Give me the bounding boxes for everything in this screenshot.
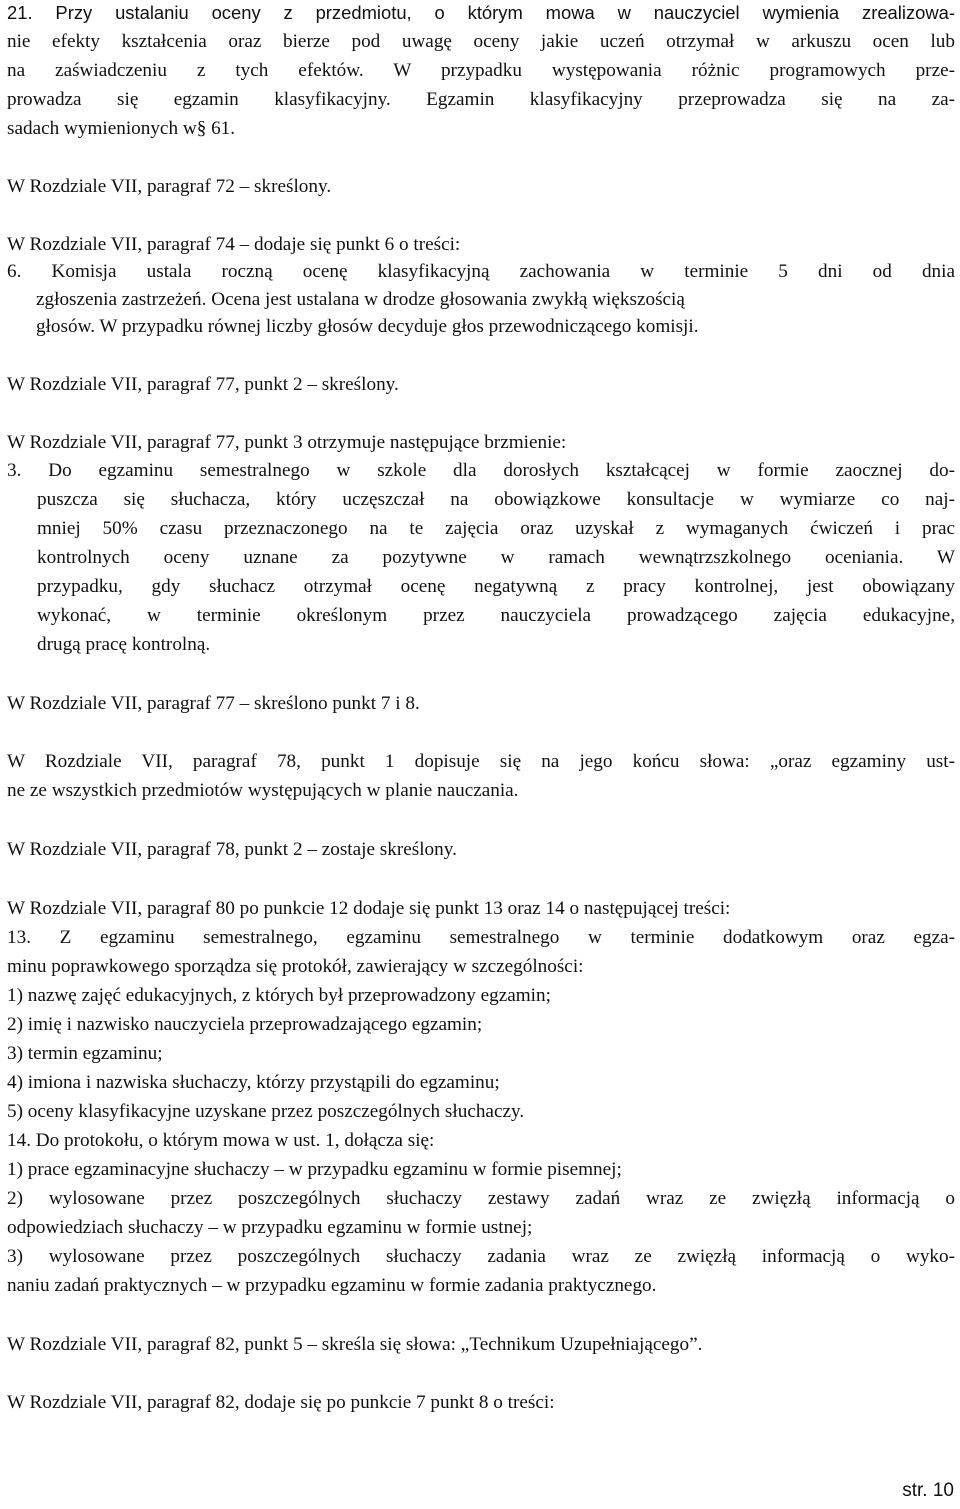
text-line: kontrolnych oceny uznane za pozytywne w ramach wewnątrzszkolnego oceniania. W xyxy=(37,547,955,568)
text-line: 3) termin egzaminu; xyxy=(7,1043,163,1064)
text-line: odpowiedziach słuchaczy – w przypadku egzaminu w formie ustnej; xyxy=(7,1217,533,1238)
text-line: W Rozdziale VII, paragraf 82, punkt 5 – skreśla się słowa: „Technikum Uzupełniającego”. xyxy=(7,1334,703,1355)
text-line: naniu zadań praktycznych – w przypadku egzaminu w formie zadania praktycznego. xyxy=(7,1275,657,1296)
text-line: W Rozdziale VII, paragraf 77 – skreślono punkt 7 i 8. xyxy=(7,693,420,714)
text-line: W Rozdziale VII, paragraf 77, punkt 3 otrzymuje następujące brzmienie: xyxy=(7,432,567,453)
text-line: 2) imię i nazwisko nauczyciela przeprowadzającego egzamin; xyxy=(7,1014,483,1035)
text-line: 1) prace egzaminacyjne słuchaczy – w przypadku egzaminu w formie pisemnej; xyxy=(7,1159,622,1180)
text-line: na zaświadczeniu z tych efektów. W przypadku występowania różnic programowych prze- xyxy=(7,60,955,81)
text-line: W Rozdziale VII, paragraf 78, punkt 2 – zostaje skreślony. xyxy=(7,839,457,860)
text-line: zgłoszenia zastrzeżeń. Ocena jest ustalana w drodze głosowania zwykłą większością xyxy=(36,289,685,310)
text-line: 21. Przy ustalaniu oceny z przedmiotu, o którym mowa w nauczyciel wymienia zrealizowa- xyxy=(7,2,955,23)
text-line: 5) oceny klasyfikacyjne uzyskane przez poszczególnych słuchaczy. xyxy=(7,1101,525,1122)
text-line: 13. Z egzaminu semestralnego, egzaminu semestralnego w terminie dodatkowym oraz egza- xyxy=(7,927,955,948)
text-line: 14. Do protokołu, o którym mowa w ust. 1, dołącza się: xyxy=(7,1130,435,1151)
text-line: nie efekty kształcenia oraz bierze pod uwagę oceny jakie uczeń otrzymał w arkuszu ocen lub xyxy=(7,31,955,52)
text-line: przypadku, gdy słuchacz otrzymał ocenę negatywną z pracy kontrolnej, jest obowiązany xyxy=(37,576,955,597)
text-line: 4) imiona i nazwiska słuchaczy, którzy przystąpili do egzaminu; xyxy=(7,1072,500,1093)
text-line: W Rozdziale VII, paragraf 78, punkt 1 dopisuje się na jego końcu słowa: „oraz egzaminy ust- xyxy=(7,751,955,772)
text-line: W Rozdziale VII, paragraf 74 – dodaje się punkt 6 o treści: xyxy=(7,234,461,255)
text-line: głosów. W przypadku równej liczby głosów decyduje głos przewodniczącego komisji. xyxy=(36,316,699,337)
text-line: minu poprawkowego sporządza się protokół, zawierający w szczególności: xyxy=(7,956,584,977)
text-line: 6. Komisja ustala roczną ocenę klasyfikacyjną zachowania w terminie 5 dni od dnia xyxy=(7,261,955,282)
text-line: mniej 50% czasu przeznaczonego na te zajęcia oraz uzyskał z wymaganych ćwiczeń i prac xyxy=(37,518,955,539)
text-line: 1) nazwę zajęć edukacyjnych, z których był przeprowadzony egzamin; xyxy=(7,985,551,1006)
page-number: str. 10 xyxy=(902,1480,954,1501)
text-line: ne ze wszystkich przedmiotów występujących w planie nauczania. xyxy=(7,780,519,801)
text-line: sadach wymienionych w§ 61. xyxy=(7,118,236,139)
text-line: W Rozdziale VII, paragraf 77, punkt 2 – skreślony. xyxy=(7,374,399,395)
text-line: 2) wylosowane przez poszczególnych słuchaczy zestawy zadań wraz ze zwięzłą informacją o xyxy=(7,1188,955,1209)
text-line: puszcza się słuchacza, który uczęszczał na obowiązkowe konsultacje w wymiarze co naj- xyxy=(37,489,955,510)
text-line: W Rozdziale VII, paragraf 80 po punkcie 12 dodaje się punkt 13 oraz 14 o następującej treści: xyxy=(7,898,731,919)
text-line: 3. Do egzaminu semestralnego w szkole dla dorosłych kształcącej w formie zaocznej do- xyxy=(7,460,955,481)
text-line: wykonać, w terminie określonym przez nauczyciela prowadzącego zajęcia edukacyjne, xyxy=(37,605,955,626)
text-line: drugą pracę kontrolną. xyxy=(37,634,211,655)
text-line: W Rozdziale VII, paragraf 82, dodaje się po punkcie 7 punkt 8 o treści: xyxy=(7,1392,555,1413)
text-line: 3) wylosowane przez poszczególnych słuchaczy zadania wraz ze zwięzłą informacją o wyko- xyxy=(7,1246,955,1267)
text-line: W Rozdziale VII, paragraf 72 – skreślony. xyxy=(7,176,332,197)
text-line: prowadza się egzamin klasyfikacyjny. Egzamin klasyfikacyjny przeprowadza się na za- xyxy=(7,89,955,110)
